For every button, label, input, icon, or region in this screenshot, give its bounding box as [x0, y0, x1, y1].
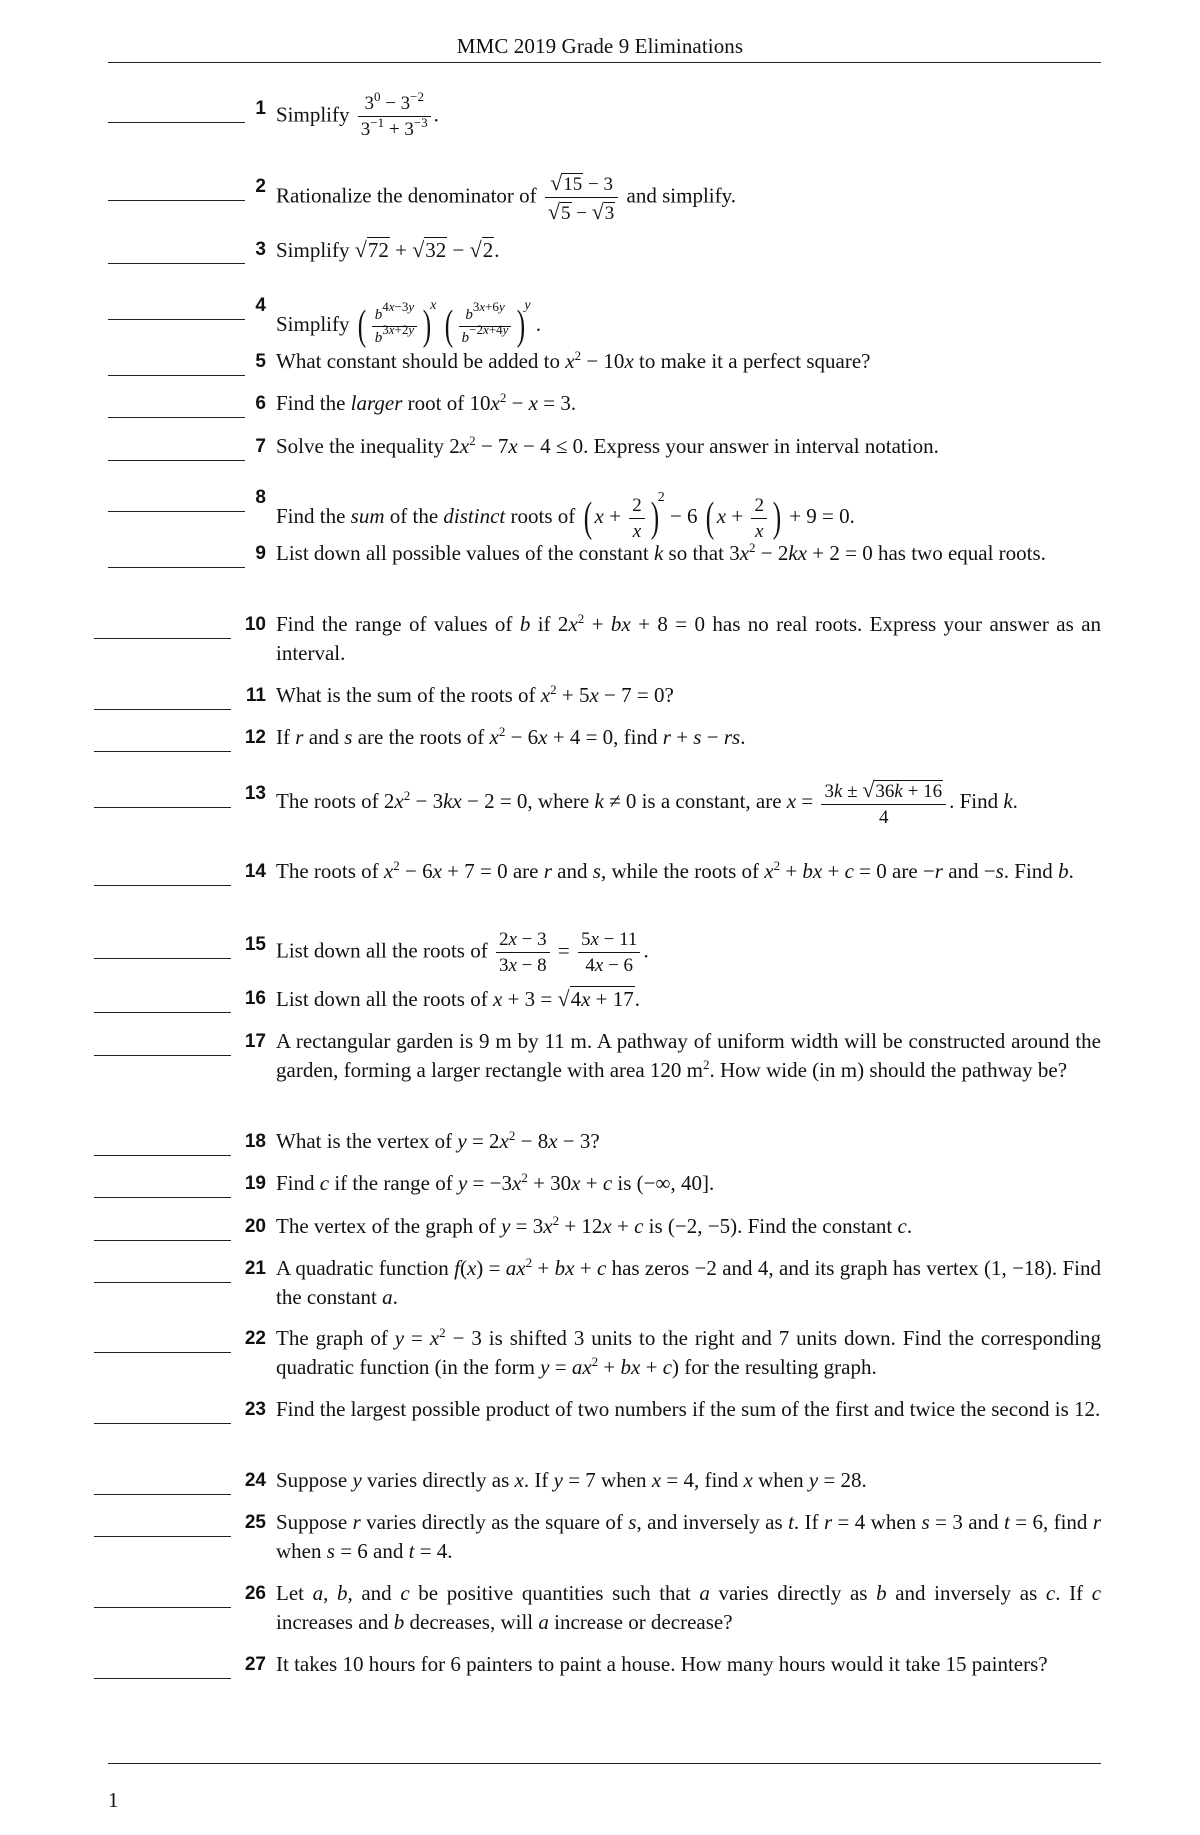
- question-number: 26: [244, 1583, 266, 1604]
- answer-blank[interactable]: [94, 807, 231, 808]
- question-text: Suppose y varies directly as x. If y = 7 when x = 4, find x when y = 28.: [276, 1468, 867, 1492]
- question-number: 21: [244, 1258, 266, 1279]
- answer-blank[interactable]: [94, 958, 231, 959]
- question-number: 6: [255, 393, 266, 414]
- question-text: What is the sum of the roots of $x^2 + 5x - 7 = 0$?: [276, 682, 674, 707]
- answer-blank[interactable]: [108, 200, 245, 201]
- question-number: 25: [244, 1512, 266, 1533]
- question-number: 19: [244, 1173, 266, 1194]
- question-number: 2: [255, 176, 266, 197]
- page-header-title: MMC 2019 Grade 9 Eliminations: [456, 34, 744, 58]
- answer-blank[interactable]: [94, 638, 231, 639]
- answer-blank[interactable]: [94, 1155, 231, 1156]
- answer-blank[interactable]: [94, 1282, 231, 1283]
- answer-blank[interactable]: [94, 1536, 231, 1537]
- question-text: Find c if the range of $y = -3x^2 + 30x + c$ is (−∞, 40].: [276, 1170, 715, 1195]
- question-number: 5: [255, 351, 266, 372]
- question-text: What constant should be added to $x^2 - 10x$ to make it a perfect square?: [276, 348, 871, 373]
- answer-blank[interactable]: [94, 709, 231, 710]
- question-number: 13: [244, 783, 266, 804]
- answer-blank[interactable]: [108, 319, 245, 320]
- answer-blank[interactable]: [108, 417, 245, 418]
- answer-blank[interactable]: [108, 511, 245, 512]
- answer-blank[interactable]: [94, 1012, 231, 1013]
- question-number: 11: [245, 685, 266, 706]
- question-text: Suppose r varies directly as the square of s, and inversely as t. If r = 4 when s = 3 and t = 6, find r when s = 6 and t = 4.: [276, 1510, 1101, 1563]
- answer-blank[interactable]: [94, 1678, 231, 1679]
- question-text: Find the largest possible product of two numbers if the sum of the first and twice the second is 12.: [276, 1397, 1101, 1421]
- question-number: 8: [255, 487, 266, 508]
- question-number: 3: [255, 239, 266, 260]
- question-number: 23: [244, 1399, 266, 1420]
- answer-blank[interactable]: [94, 885, 231, 886]
- question-text: Simplify ( $\frac{b^{4x-3y}}{b^{3x+2y}}$ )$^x$ ( $\frac{b^{3x+6y}}{b^{-2x+4y}}$ )$^y$ .: [276, 298, 542, 350]
- question-number: 20: [244, 1216, 266, 1237]
- question-text: List down all the roots of x + 3 = √4x + 17.: [276, 986, 640, 1011]
- question-text: If r and s are the roots of $x^2 - 6x + 4 = 0$, find r + s − rs.: [276, 724, 746, 749]
- question-number: 16: [244, 988, 266, 1009]
- answer-blank[interactable]: [108, 567, 245, 568]
- question-text: The roots of $2x^2 - 3kx - 2 = 0$, where k ≠ 0 is a constant, are x = $\frac{3k \pm √36k + 16}{4}$ . Find k.: [276, 777, 1018, 828]
- question-text: Let a, b, and c be positive quantities such that a varies directly as b and inversely as c. If c increases and b decreases, will a increase or decrease?: [276, 1581, 1102, 1634]
- question-text: The roots of $x^2 - 6x + 7 = 0$ are r and s, while the roots of $x^2$ + bx + c = 0 are −r and −s. Find b.: [276, 858, 1074, 883]
- question-number: 15: [244, 934, 266, 955]
- question-number: 4: [255, 295, 266, 316]
- question-number: 9: [255, 543, 266, 564]
- question-text: Simplify √72 + √32 − √2.: [276, 237, 500, 262]
- question-text: List down all possible values of the constant k so that $3x^2 - 2kx + 2 = 0$ has two equal roots.: [276, 540, 1046, 565]
- question-text: Solve the inequality $2x^2 - 7x - 4 \le 0$. Express your answer in interval notation.: [276, 433, 939, 458]
- question-text: Find the sum of the distinct roots of ( x + $\frac{2}{x}$ )$^2$ − 6 ( x + $\frac{2}{x}$ ) + 9 = 0.: [276, 490, 855, 542]
- question-number: 14: [244, 861, 266, 882]
- question-text: What is the vertex of $y = 2x^2 - 8x - 3$?: [276, 1128, 600, 1153]
- answer-blank[interactable]: [108, 460, 245, 461]
- answer-blank[interactable]: [108, 263, 245, 264]
- question-text: It takes 10 hours for 6 painters to paint a house. How many hours would it take 15 painters?: [276, 1652, 1048, 1676]
- question-text: A rectangular garden is 9 m by 11 m. A pathway of uniform width will be constructed around the garden, forming a larger rectangle with area 120 $m^2$. How wide (in m) should the pathway be?: [276, 1029, 1101, 1082]
- question-text: Rationalize the denominator of $\frac{√15 - 3}{√5 - √3}$ and simplify.: [276, 170, 737, 224]
- answer-blank[interactable]: [94, 1352, 231, 1353]
- answer-blank[interactable]: [94, 1197, 231, 1198]
- question-text: List down all the roots of $\frac{2x - 3}{3x - 8}$ = $\frac{5x - 11}{4x - 6}$ .: [276, 929, 649, 976]
- question-number: 22: [244, 1328, 266, 1349]
- question-number: 18: [244, 1131, 266, 1152]
- answer-blank[interactable]: [94, 1055, 231, 1056]
- question-text: Find the range of values of b if $2x^2$ + bx + 8 = 0 has no real roots. Express your answer as an interval.: [276, 611, 1102, 665]
- page-number: 1: [108, 1788, 119, 1812]
- answer-blank[interactable]: [94, 751, 231, 752]
- footer-rule: [108, 1763, 1101, 1764]
- answer-blank[interactable]: [94, 1494, 231, 1495]
- answer-blank[interactable]: [94, 1240, 231, 1241]
- question-number: 7: [255, 436, 266, 457]
- question-text: Simplify $\frac{3^0 - 3^{-2}}{3^{-1} + 3^{-3}}$ .: [276, 89, 439, 140]
- question-number: 27: [244, 1654, 266, 1675]
- answer-blank[interactable]: [94, 1423, 231, 1424]
- question-text: The vertex of the graph of $y = 3x^2 + 12x + c$ is (−2, −5). Find the constant c.: [276, 1213, 913, 1238]
- answer-blank[interactable]: [94, 1607, 231, 1608]
- question-text: A quadratic function $f(x) = ax^2$ + bx + c has zeros −2 and 4, and its graph has vertex (1, −18). Find the constant a.: [276, 1255, 1102, 1309]
- question-number: 1: [255, 98, 266, 119]
- question-number: 17: [244, 1031, 266, 1052]
- question-number: 24: [244, 1470, 266, 1491]
- answer-blank[interactable]: [108, 122, 245, 123]
- question-text: Find the larger root of $10x^2 - x = 3$.: [276, 390, 577, 415]
- question-number: 12: [244, 727, 266, 748]
- question-number: 10: [244, 614, 266, 635]
- question-text: The graph of $y = x^2 - 3$ is shifted 3 units to the right and 7 units down. Find the corresponding quadratic function (in the form $y = ax^2$ + bx + c) for the resulting graph.: [276, 1325, 1101, 1379]
- answer-blank[interactable]: [108, 375, 245, 376]
- header-rule: [108, 62, 1101, 63]
